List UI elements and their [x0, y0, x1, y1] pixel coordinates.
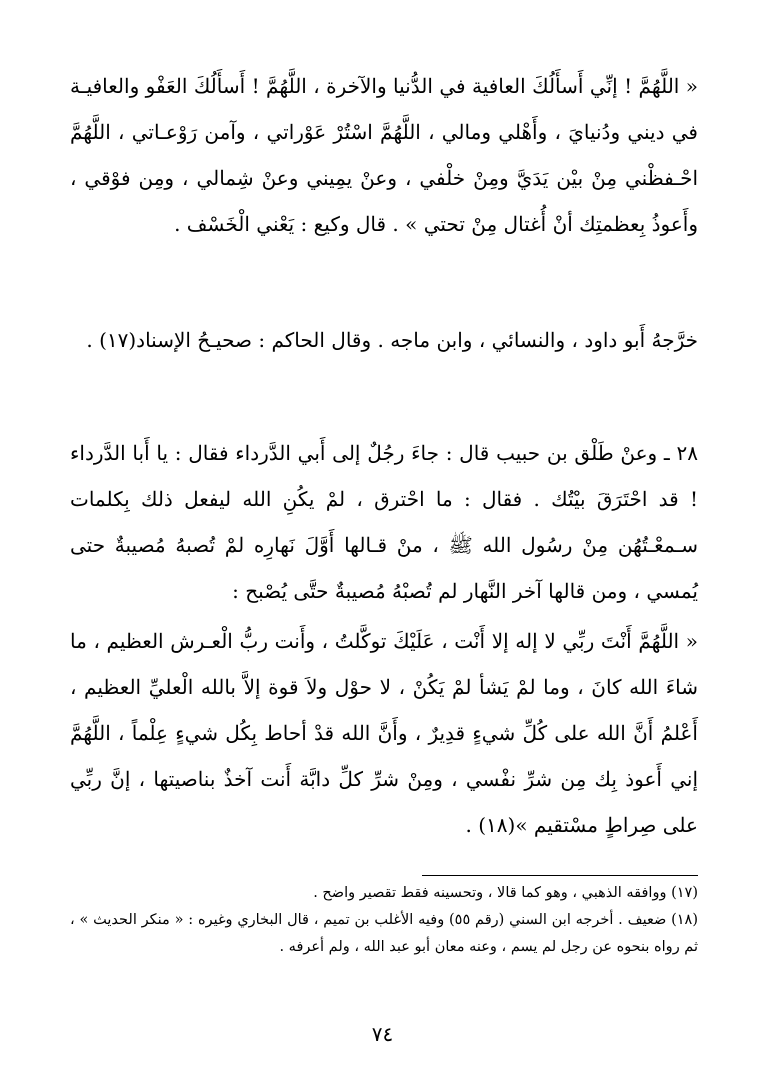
hadith-28-paragraph: ٢٨ ـ وعنْ طَلْق بن حبيب قال : جاءَ رجُلٌ إلى أَبي الدَّرداء فقال : يا أَبا الدَّرداء ! قد احْتَرَقَ بيْتُك . فقال : ما احْترق ، لمْ يكُنِ الله ليفعل ذلك بِكلمات سـمعْـتُهُن مِنْ رسُول الله ﷺ ، منْ قـالها أَوَّلَ نَهارِه لمْ تُصبهُ مُصيبةٌ حتى يُمسي ، ومن قالها آخر النَّهار لم تُصبْهُ مُصيبةٌ حتَّى يُصْبح : — [70, 441, 698, 603]
footnote-17: (١٧) ووافقه الذهبي ، وهو كما قالا ، وتحسينه فقط تقصير واضح . — [313, 885, 698, 901]
hadith-source-paragraph: خرَّجهُ أَبو داود ، والنسائي ، وابن ماجه . وقال الحاكم : صحيـحُ الإسناد(١٧) . — [86, 328, 698, 352]
footnote-18: (١٨) ضعيف . أخرجه ابن السني (رقم ٥٥) وفيه الأغلب بن تميم ، قال البخاري وغيره : « منكر الحديث » ، ثم رواه بنحوه عن رجل لم يسم ، وعنه معان أبو عبد الله ، ولم أعرفه . — [70, 912, 699, 955]
supplication-paragraph: « اللَّهُمَّ ! إنِّي أَسأَلُكَ العافية في الدُّنيا والآخرة ، اللَّهُمَّ ! أَسأَلُكَ العَفْو والعافيـة في ديني ودُنيايَ ، وأَهْلي ومالي ، اللَّهُمَّ اسْتُرْ عَوْراتي ، وآمن رَوْعـاتي ، اللَّهُمَّ احْـفظْني مِنْ بيْن يَدَيَّ ومِنْ خلْفي ، وعنْ يمِيني وعنْ شِمالي ، ومِن فوْقي ، وأَعوذُ بِعظمتِك أنْ أُغتال مِنْ تحتي » . قال وكيع : يَعْني الْخَسْف . — [70, 74, 698, 236]
footnotes — [70, 880, 698, 961]
footnote-divider — [422, 875, 698, 876]
page-number: ٧٤ — [371, 1022, 394, 1046]
supplication-paragraph-2: « اللَّهُمَّ أَنْتَ ربِّي لا إله إلا أَنْت ، عَلَيْكَ توكَّلتُ ، وأَنت ربُّ الْعـرش العظيم ، ما شاءَ الله كانَ ، وما لمْ يَشأ لمْ يَكُنْ ، لا حوْل ولاَ قوة إلاَّ بالله الْعليِّ العظيم ، أَعْلمُ أَنَّ الله على كُلِّ شيءٍ قدِيرٌ ، وأَنَّ الله قدْ أحاط بِكُل شيءٍ عِلْماً ، اللَّهُمَّ إني أَعوذ بِك مِن شرِّ نفْسي ، ومِنْ شرِّ كلِّ دابَّة أَنت آخذٌ بناصيتها ، إنَّ ربِّي على صِراطٍ مسْتقيم »(١٨) . — [70, 629, 698, 837]
